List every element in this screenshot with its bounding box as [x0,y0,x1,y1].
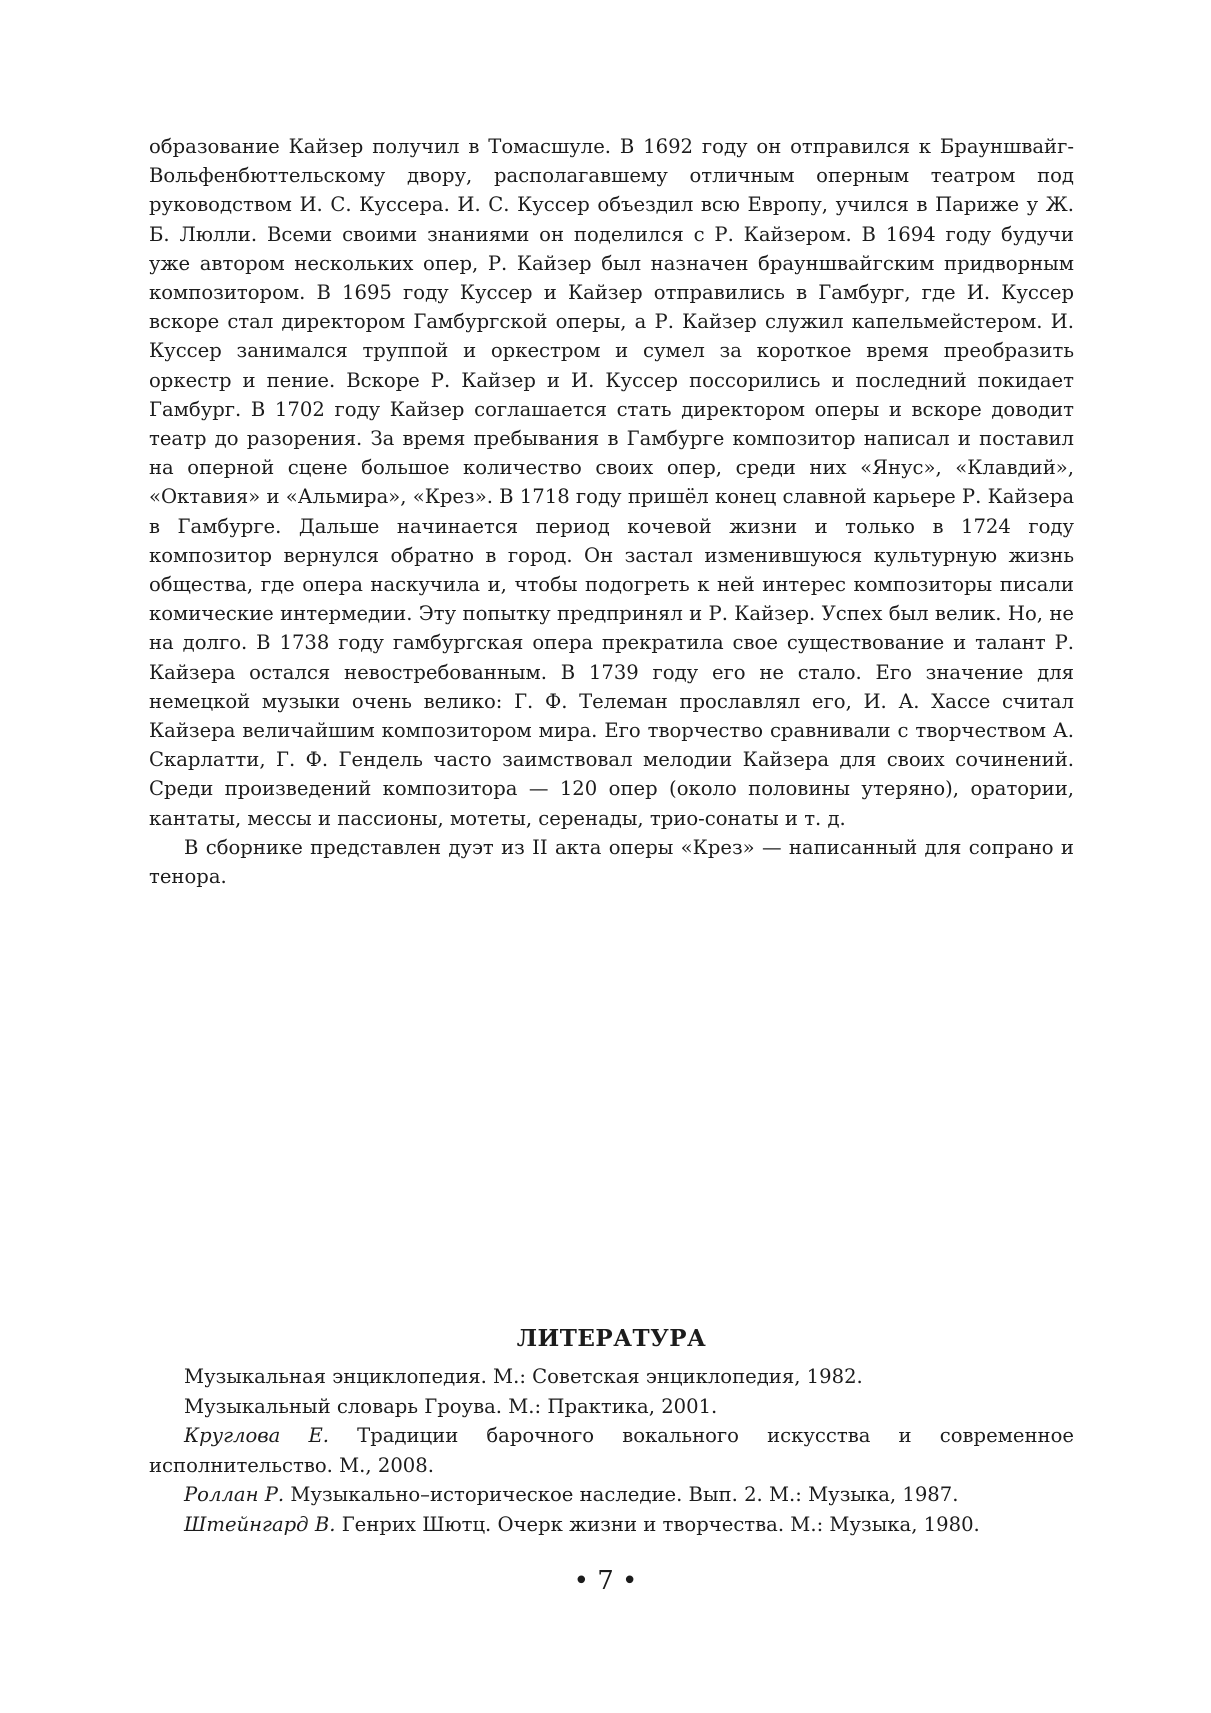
literature-item [149,1480,1074,1510]
body-text [149,132,1074,891]
literature-text: Музыкальная энциклопедия. М.: Советская энциклопедия, 1982. [184,1365,863,1388]
page-number: • 7 • [573,1566,638,1596]
literature-author: Круглова Е. [184,1424,329,1447]
literature-item [149,1392,1074,1422]
literature-text: Традиции барочного вокального искусства и современное исполнительство. М., 2008. [149,1424,1075,1477]
literature-author: Роллан Р. [184,1483,285,1506]
literature-item [149,1362,1074,1392]
literature-item [149,1421,1074,1480]
paragraph-collection-note: В сборнике представлен дуэт из II акта оперы «Крез» — написанный для сопрано и тенора. [149,835,1074,889]
literature-author: Штейнгард В. [184,1512,336,1536]
literature-text: Музыкальный словарь Гроува. М.: Практика, 2001. [184,1394,718,1418]
literature-heading: ЛИТЕРАТУРА [516,1325,707,1352]
literature-list [149,1362,1074,1539]
literature-text: Музыкально–историческое наследие. Вып. 2. М.: Музыка, 1987. [284,1483,959,1506]
literature-item [149,1510,1074,1540]
paragraph-kaiser-biography: образование Кайзер получил в Томасшуле. В 1692 году он отправился к Брауншвайг-Вольфенбюттельскому двору, располагавшему отличным оперным театром под руководством И. С. Куссера. И. С. Куссер объездил всю Европу, учился в Париже у Ж. Б. Люлли. Всеми своими знаниями он поделился с Р. Кайзером. В 1694 году будучи уже автором нескольких опер, Р. Кайзер был назначен брауншвайгским придворным композитором. В 1695 году Куссер и Кайзер отправились в Гамбург, где И. Куссер вскоре стал директором Гамбургской оперы, а Р. Кайзер служил капельмейстером. И. Куссер занимался труппой и оркестром и сумел за короткое время преобразить оркестр и пение. Вскоре Р. Кайзер и И. Куссер поссорились и последний покидает Гамбург. В 1702 году Кайзер соглашается стать директором оперы и вскоре доводит театр до разорения. За время пребывания в Гамбурге композитор написал и поставил на оперной сцене большое количество своих опер, среди них «Янус», «Клавдий», «Октавия» и «Альмира», «Крез». В 1718 году пришёл конец славной карьере Р. Кайзера в Гамбурге. Дальше начинается период кочевой жизни и только в 1724 году композитор вернулся обратно в город. Он застал изменившуюся культурную жизнь общества, где опера наскучила и, чтобы подогреть к ней интерес композиторы писали комические интермедии. Эту попытку предпринял и Р. Кайзер. Успех был велик. Но, не на долго. В 1738 году гамбургская опера прекратила свое существование и талант Р. Кайзера остался невостребованным. В 1739 году его не стало. Его значение для немецкой музыки очень велико: Г. Ф. Телеман прославлял его, И. А. Хассе считал Кайзера величайшим композитором мира. Его творчество сравнивали с творчеством А. Скарлатти, Г. Ф. Гендель часто заимствовал мелодии Кайзера для своих сочинений. Среди произведений композитора — 120 опер (около половины утеряно), оратории, кантаты, мессы и пассионы, мотеты, серенады, трио-сонаты и т. д. [149,135,1074,830]
literature-text: Генрих Шютц. Очерк жизни и творчества. М.: Музыка, 1980. [335,1512,980,1536]
